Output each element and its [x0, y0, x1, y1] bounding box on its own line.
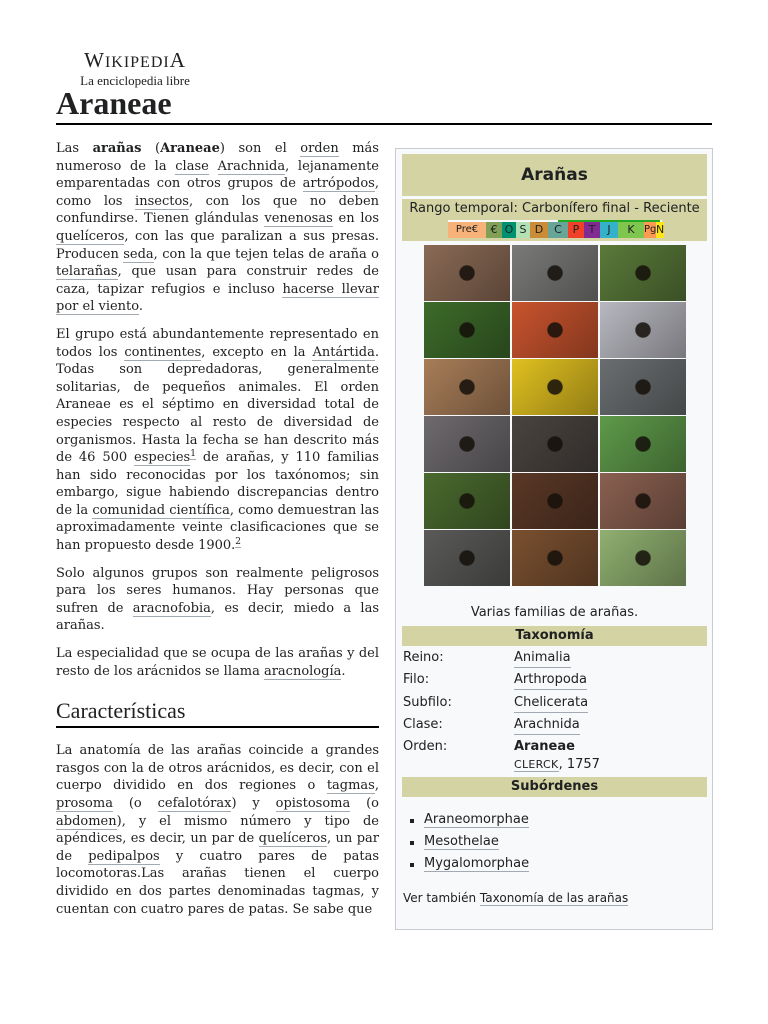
- intro-paragraph-4: La especialidad que se ocupa de las arañas y del resto de los arácnidos se llama aracnología.: [56, 646, 379, 679]
- link-ballooning[interactable]: hacerse llevar por el viento: [56, 281, 379, 315]
- section-heading-caracteristicas: Características: [56, 698, 379, 728]
- bold-term: Araneae: [160, 141, 220, 156]
- spider-photo[interactable]: [424, 530, 510, 586]
- link-araneomorphae[interactable]: Araneomorphae: [424, 812, 529, 827]
- intro-paragraph-3: Solo algunos grupos son realmente peligrosos para los seres humanos. Hay personas que sufren de aracnofobia, es decir, miedo a las arañas.: [56, 565, 379, 634]
- spider-photo[interactable]: [424, 359, 510, 415]
- time-range-label: Rango temporal: Carbonífero final - Reciente: [409, 201, 700, 216]
- link-clase[interactable]: clase: [175, 158, 209, 174]
- link-abdomen[interactable]: abdomen: [56, 813, 117, 829]
- spider-photo[interactable]: [512, 530, 598, 586]
- reference-1[interactable]: 1: [190, 448, 196, 459]
- link-mesothelae[interactable]: Mesothelae: [424, 834, 499, 849]
- list-item: [410, 831, 529, 853]
- timeline-period[interactable]: J: [600, 222, 618, 238]
- spider-photo[interactable]: [600, 359, 686, 415]
- timeline-period[interactable]: C: [548, 222, 568, 238]
- spider-photo[interactable]: [600, 530, 686, 586]
- link-prosoma[interactable]: prosoma: [56, 796, 113, 811]
- order-name: Araneae: [514, 739, 575, 754]
- spider-photo[interactable]: [600, 473, 686, 529]
- link-mygalomorphae[interactable]: Mygalomorphae: [424, 856, 530, 871]
- spider-photo[interactable]: [512, 473, 598, 529]
- timeline-period[interactable]: K: [618, 222, 644, 238]
- spider-photo[interactable]: [512, 359, 598, 415]
- link-chelicerata[interactable]: Chelicerata: [514, 694, 588, 713]
- link-venenosas[interactable]: venenosas: [264, 211, 333, 227]
- wikipedia-logo[interactable]: [75, 49, 195, 88]
- suborders-heading: Subórdenes: [402, 777, 707, 797]
- timeline-period[interactable]: P: [568, 222, 584, 238]
- spider-photo-grid[interactable]: [424, 245, 686, 587]
- link-queliceros[interactable]: quelíceros: [56, 228, 125, 244]
- taxobox: Arañas Rango temporal: Carbonífero final - Reciente Pre€ € O S D C P T J K Pg N Varias familias de arañas. Taxonomía Reino: Animalia Filo: Arthropoda Subfilo: Chelicerata Clase: Arachnida Orden: Araneae CLERCK, 1757 Subórdenes Araneomorphae Mesothelae Mygalomorphae Ver también Taxonomía de las arañas: [395, 148, 713, 930]
- timeline-period[interactable]: O: [502, 222, 516, 238]
- link-especies[interactable]: especies: [134, 450, 191, 466]
- link-antartida[interactable]: Antártida: [312, 344, 375, 360]
- list-item: [410, 809, 529, 831]
- spider-photo[interactable]: [512, 416, 598, 472]
- timeline-period[interactable]: D: [530, 222, 548, 238]
- section-paragraph-1: La anatomía de las arañas coincide a grandes rasgos con la de otros arácnidos, es decir, con el cuerpo dividido en dos regiones o tagmas, prosoma (o cefalotórax) y opistosoma (o abdomen), y el mismo número y tipo de apéndices, es decir, un par de quelíceros, un par de pedipalpos y cuatro pares de patas locomotoras.Las arañas tienen el cuerpo dividido en dos partes denominadas tagmas, y cuentan con cuatro pares de patas. Se sabe que: [56, 743, 379, 917]
- link-tagmas[interactable]: tagmas: [326, 778, 375, 794]
- link-arachnida[interactable]: Arachnida: [217, 158, 286, 174]
- link-arthropoda[interactable]: Arthropoda: [514, 671, 587, 690]
- spider-photo[interactable]: [600, 245, 686, 301]
- timeline-period[interactable]: Pre€: [448, 222, 486, 238]
- page-title: Araneae: [56, 84, 712, 125]
- spider-photo[interactable]: [600, 416, 686, 472]
- spider-photo[interactable]: [512, 302, 598, 358]
- infobox-title: Arañas: [402, 154, 707, 196]
- spider-photo[interactable]: [424, 416, 510, 472]
- list-item: [410, 853, 529, 875]
- timeline-period[interactable]: T: [584, 222, 600, 238]
- timeline-period[interactable]: S: [516, 222, 530, 238]
- reference-2[interactable]: 2: [235, 536, 242, 547]
- link-orden[interactable]: orden: [300, 141, 339, 156]
- link-continentes[interactable]: continentes: [124, 344, 202, 360]
- timeline-period[interactable]: N: [656, 223, 665, 236]
- spider-photo[interactable]: [600, 302, 686, 358]
- logo-wordmark: WIKIPEDIA: [84, 48, 186, 72]
- timeline-period[interactable]: Pg: [644, 222, 656, 238]
- geologic-timeline[interactable]: [448, 220, 665, 238]
- link-aracnologia[interactable]: aracnología: [263, 663, 342, 679]
- link-seda[interactable]: seda: [123, 246, 154, 262]
- link-clerck[interactable]: CLERCK: [514, 758, 559, 771]
- intro-paragraph-2: El grupo está abundantemente representado en todos los continentes, excepto en la Antártida. Todas son depredadoras, generalmente solitarias, de pequeños animales. El orden Araneae es el séptimo en diversidad total de especies respecto al resto de diversidad de organismos. Hasta la fecha se han descrito más de 46 500 especies$^1$ de arañas, y 110 familias han sido reconocidas por los taxónomos; sin embargo, sigue habiendo discrepancias dentro de la comunidad científica, como demuestran las aproximadamente veinte clasificaciones que se han propuesto desde 1900.$^2$: [56, 326, 380, 554]
- photo-caption: Varias familias de arañas.: [470, 605, 639, 620]
- link-animalia[interactable]: Animalia: [514, 649, 571, 668]
- spider-photo[interactable]: [424, 302, 510, 358]
- link-artropodos[interactable]: artrópodos: [302, 176, 375, 192]
- taxonomy-heading: Taxonomía: [402, 626, 707, 646]
- link-insectos[interactable]: insectos: [135, 193, 189, 209]
- spider-photo[interactable]: [424, 245, 510, 301]
- link-comunidad-cientifica[interactable]: comunidad científica: [92, 502, 230, 518]
- time-range: [402, 199, 707, 241]
- bold-term: arañas: [92, 141, 142, 156]
- see-also: Ver también Taxonomía de las arañas: [403, 891, 629, 905]
- link-arachnida-taxo[interactable]: Arachnida: [514, 716, 580, 735]
- timeline-period[interactable]: €: [486, 222, 502, 238]
- link-pedipalpos[interactable]: pedipalpos: [88, 848, 160, 864]
- link-taxonomia-aranas[interactable]: Taxonomía de las arañas: [479, 891, 629, 905]
- logo-tagline: La enciclopedia libre: [80, 73, 190, 88]
- suborders-list: [410, 809, 529, 875]
- link-cefalotorax[interactable]: cefalotórax: [157, 796, 232, 811]
- link-queliceros-2[interactable]: quelíceros: [258, 831, 328, 847]
- intro-paragraph-1: Las arañas (Araneae) son el orden más numeroso de la clase Arachnida, lejanamente emparentadas con otros grupos de artrópodos, como los insectos, con los que no deben confundirse. Tienen glándulas venenosas en los quelíceros, con las que paralizan a sus presas. Producen seda, con la que tejen telas de araña o telarañas, que usan para construir redes de caza, tapizar refugios e incluso hacerse llevar por el viento.: [56, 141, 380, 315]
- link-aracnofobia[interactable]: aracnofobia: [132, 600, 211, 616]
- spider-photo[interactable]: [424, 473, 510, 529]
- link-telaranas[interactable]: telarañas: [56, 264, 118, 280]
- spider-photo[interactable]: [512, 245, 598, 301]
- article-body: [56, 140, 379, 928]
- link-opistosoma[interactable]: opistosoma: [275, 796, 351, 811]
